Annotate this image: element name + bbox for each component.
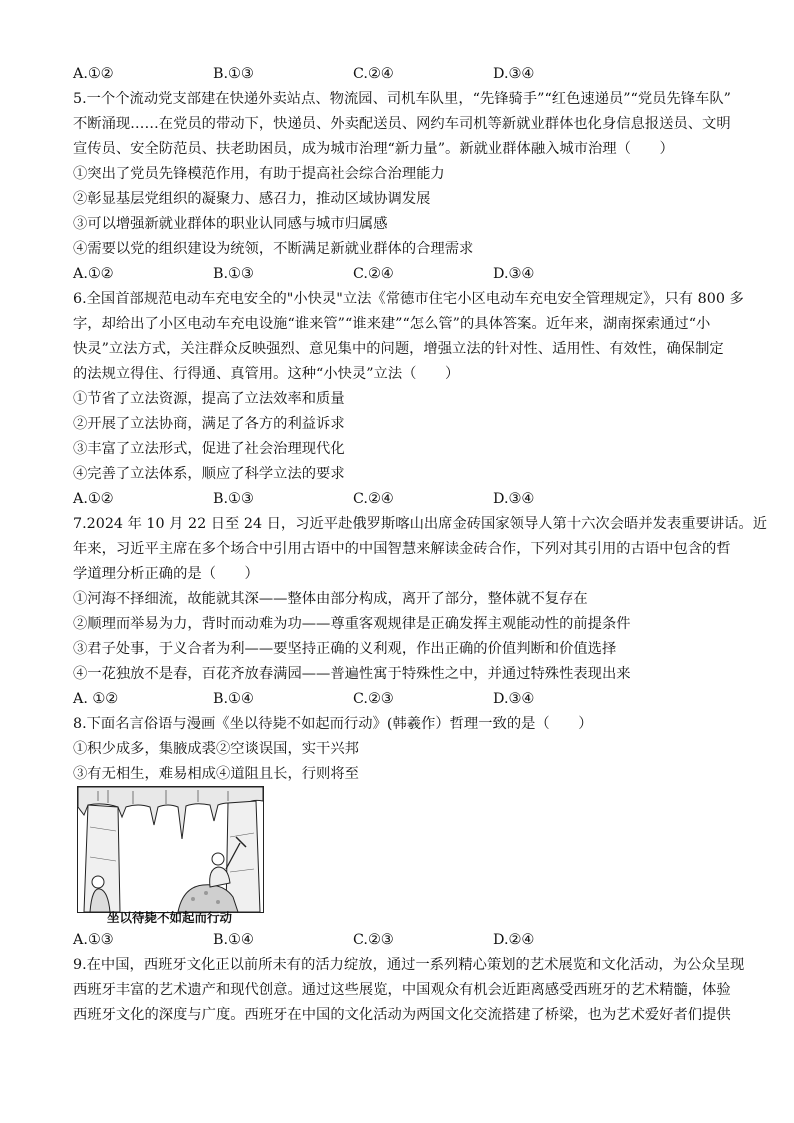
option-c[interactable]: C.②④ (353, 266, 394, 282)
option-d[interactable]: D.②④ (493, 932, 535, 948)
q6-item: ②开展了立法协商，满足了各方的利益诉求 (73, 416, 345, 432)
q8-stem-line: ①积少成多，集腋成裘②空谈误国，实干兴邦 (73, 741, 359, 757)
q5-item: ①突出了党员先锋模范作用，有助于提高社会综合治理能力 (73, 166, 445, 182)
cartoon-image (77, 786, 264, 913)
option-a[interactable]: A.①② (73, 266, 114, 282)
q6-stem-line: 6.全国首部规范电动车充电安全的"小快灵"立法《常德市住宅小区电动车充电安全管理规定》，只有 800 多 (73, 291, 744, 307)
q5-item: ④需要以党的组织建设为统领，不断满足新就业群体的合理需求 (73, 241, 474, 257)
option-a[interactable]: A.①③ (73, 932, 114, 948)
option-d[interactable]: D.③④ (493, 66, 535, 82)
q6-stem-line: 字，却给出了小区电动车充电设施“谁来管”“谁来建”“怎么管”的具体答案。近年来，湖南探索通过“小 (73, 316, 711, 332)
option-d[interactable]: D.③④ (493, 491, 535, 507)
q8-stem-line: 8.下面名言俗语与漫画《坐以待毙不如起而行动》(韩羲作）哲理一致的是（ ） (73, 716, 593, 732)
q9-stem-line: 西班牙文化的深度与广度。西班牙在中国的文化活动为两国文化交流搭建了桥梁，也为艺术爱好者们提供 (73, 1007, 731, 1023)
q7-item: ③君子处事，于义合者为利——要坚持正确的义利观，作出正确的价值判断和价值选择 (73, 641, 617, 657)
q5-stem-line: 不断涌现……在党员的带动下，快递员、外卖配送员、网约车司机等新就业群体也化身信息报送员、文明 (73, 116, 731, 132)
option-d[interactable]: D.③④ (493, 691, 535, 707)
option-c[interactable]: C.②④ (353, 491, 394, 507)
option-a[interactable]: A.①② (73, 66, 114, 82)
q7-stem-line: 7.2024 年 10 月 22 日至 24 日，习近平赴俄罗斯喀山出席金砖国家领导人第十六次会晤并发表重要讲话。近 (73, 516, 767, 532)
q9-stem-line: 9.在中国，西班牙文化正以前所未有的活力绽放，通过一系列精心策划的艺术展览和文化活动，为公众呈现 (73, 957, 745, 973)
cartoon-caption: 坐以待毙不如起而行动 (106, 910, 232, 925)
option-d[interactable]: D.③④ (493, 266, 535, 282)
option-b[interactable]: B.①③ (213, 266, 254, 282)
option-b[interactable]: B.①③ (213, 491, 254, 507)
q6-stem-line: 快灵”立法方式，关注群众反映强烈、意见集中的问题，增强立法的针对性、适用性、有效性，确保制定 (73, 341, 724, 357)
option-b[interactable]: B.①④ (213, 691, 254, 707)
q7-stem-line: 年来，习近平主席在多个场合中引用古语中的中国智慧来解读金砖合作，下列对其引用的古语中包含的哲 (73, 541, 731, 557)
option-c[interactable]: C.②③ (353, 691, 394, 707)
q5-stem-line: 宣传员、安全防范员、扶老助困员，成为城市治理“新力量”。新就业群体融入城市治理（ ） (73, 141, 674, 157)
q6-item: ①节省了立法资源，提高了立法效率和质量 (73, 391, 345, 407)
option-c[interactable]: C.②④ (353, 66, 394, 82)
q6-stem-line: 的法规立得住、行得通、真管用。这种“小快灵”立法（ ） (73, 366, 460, 382)
q7-stem-line: 学道理分析正确的是（ ） (73, 566, 259, 582)
q7-item: ②顺理而举易为力，背时而动难为功——尊重客观规律是正确发挥主观能动性的前提条件 (73, 616, 631, 632)
q5-item: ③可以增强新就业群体的职业认同感与城市归属感 (73, 216, 388, 232)
q6-item: ④完善了立法体系，顺应了科学立法的要求 (73, 466, 345, 482)
option-c[interactable]: C.②③ (353, 932, 394, 948)
option-a[interactable]: A.①② (73, 491, 114, 507)
q5-stem-line: 5.一个个流动党支部建在快递外卖站点、物流园、司机车队里，“先锋骑手”“红色速递员”“党员先锋车队” (73, 91, 731, 107)
q5-item: ②彰显基层党组织的凝聚力、感召力，推动区域协调发展 (73, 191, 431, 207)
q7-item: ④一花独放不是春，百花齐放春满园——普遍性寓于特殊性之中，并通过特殊性表现出来 (73, 666, 631, 682)
q9-stem-line: 西班牙丰富的艺术遗产和现代创意。通过这些展览，中国观众有机会近距离感受西班牙的艺术精髓，体验 (73, 982, 731, 998)
option-a[interactable]: A. ①② (73, 691, 119, 707)
option-b[interactable]: B.①④ (213, 932, 254, 948)
q8-stem-line: ③有无相生，难易相成④道阻且长，行则将至 (73, 766, 359, 782)
q6-item: ③丰富了立法形式，促进了社会治理现代化 (73, 441, 345, 457)
option-b[interactable]: B.①③ (213, 66, 254, 82)
cartoon-illustration (78, 787, 263, 912)
q7-item: ①河海不择细流，故能就其深——整体由部分构成，离开了部分，整体就不复存在 (73, 591, 588, 607)
